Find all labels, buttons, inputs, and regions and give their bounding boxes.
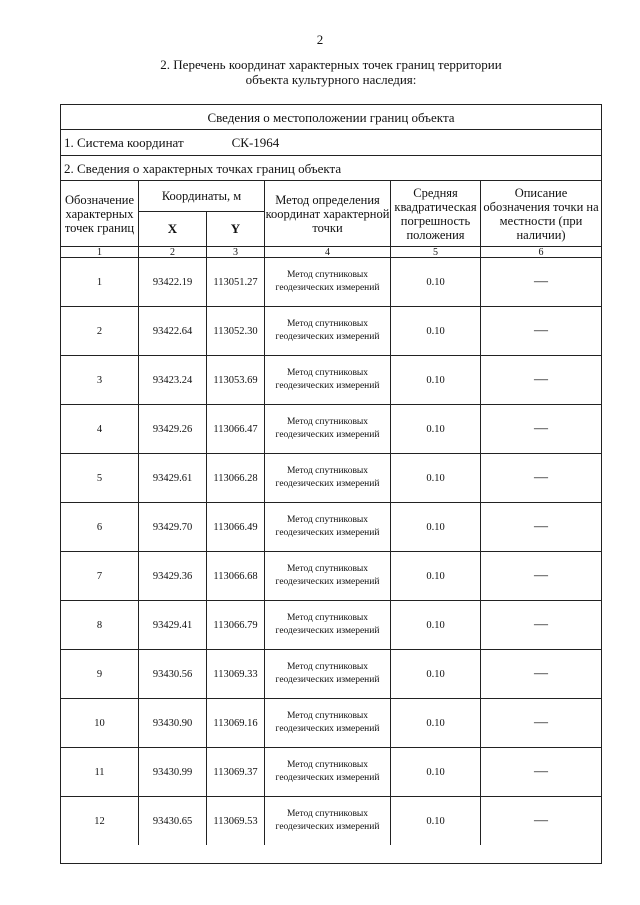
- error-cell: 0.10: [391, 650, 481, 699]
- x-coordinate-cell: 93423.24: [139, 356, 207, 405]
- method-cell: Метод спутниковых геодезических измерений: [265, 454, 391, 503]
- x-coordinate-cell: 93429.70: [139, 503, 207, 552]
- error-cell: 0.10: [391, 601, 481, 650]
- x-coordinate-cell: 93430.56: [139, 650, 207, 699]
- x-coordinate-cell: 93422.64: [139, 307, 207, 356]
- y-coordinate-cell: 113066.28: [207, 454, 265, 503]
- point-number-cell: 7: [61, 552, 139, 601]
- description-cell: —: [481, 650, 601, 699]
- x-coordinate-cell: 93429.61: [139, 454, 207, 503]
- table-title: Сведения о местоположении границ объекта: [61, 105, 601, 130]
- error-cell: 0.10: [391, 748, 481, 797]
- description-cell: —: [534, 813, 548, 828]
- y-coordinate-cell: 113053.69: [207, 356, 265, 405]
- coordinate-system-value: СК-1964: [231, 135, 280, 150]
- y-coordinate-cell: 113066.68: [207, 552, 265, 601]
- x-coordinate-cell: 93429.26: [139, 405, 207, 454]
- y-coordinate-cell: 113066.79: [207, 601, 265, 650]
- error-cell: 0.10: [391, 307, 481, 356]
- error-cell: 0.10: [391, 356, 481, 405]
- method-cell: Метод спутниковых геодезических измерений: [265, 307, 391, 356]
- method-cell: Метод спутниковых геодезических измерений: [265, 601, 391, 650]
- column-number: 6: [481, 247, 601, 258]
- description-cell: —: [481, 356, 601, 405]
- y-coordinate-cell: 113051.27: [207, 258, 265, 307]
- description-cell: —: [481, 307, 601, 356]
- method-cell: Метод спутниковых геодезических измерений: [265, 258, 391, 307]
- x-coordinate-cell: 93430.90: [139, 699, 207, 748]
- header-description: Описание обозначения точки на местности (при наличии): [481, 181, 601, 247]
- y-coordinate-cell: 113052.30: [207, 307, 265, 356]
- error-cell: 0.10: [391, 552, 481, 601]
- y-coordinate-cell: 113069.53: [207, 797, 265, 845]
- header-point-designation: Обозначение характерных точек границ: [61, 181, 139, 247]
- description-cell: —: [481, 503, 601, 552]
- point-number-cell: 10: [61, 699, 139, 748]
- method-cell: Метод спутниковых геодезических измерений: [265, 797, 391, 845]
- error-cell: 0.10: [391, 699, 481, 748]
- method-cell: Метод спутниковых геодезических измерений: [265, 699, 391, 748]
- y-coordinate-cell: 113069.37: [207, 748, 265, 797]
- y-coordinate-cell: 113069.33: [207, 650, 265, 699]
- error-cell: 0.10: [391, 454, 481, 503]
- header-error: Средняя квадратическая погрешность положения: [391, 181, 481, 247]
- method-cell: Метод спутниковых геодезических измерений: [265, 748, 391, 797]
- point-number-cell: 6: [61, 503, 139, 552]
- point-number-cell: 11: [61, 748, 139, 797]
- method-cell: Метод спутниковых геодезических измерений: [265, 405, 391, 454]
- column-number: 5: [391, 247, 481, 258]
- x-coordinate-cell: 93422.19: [139, 258, 207, 307]
- coordinate-system-label: 1. Система координат: [64, 135, 184, 150]
- error-cell: 0.10: [391, 503, 481, 552]
- header-x: X: [139, 212, 207, 247]
- coordinate-system-row: [61, 130, 601, 156]
- description-cell: —: [481, 405, 601, 454]
- x-coordinate-cell: 93429.41: [139, 601, 207, 650]
- method-cell: Метод спутниковых геодезических измерений: [265, 552, 391, 601]
- description-cell: —: [481, 748, 601, 797]
- section-title: 2. Сведения о характерных точках границ объекта: [61, 156, 601, 181]
- method-cell: Метод спутниковых геодезических измерений: [265, 356, 391, 405]
- x-coordinate-cell: 93429.36: [139, 552, 207, 601]
- point-number-cell: 9: [61, 650, 139, 699]
- header-method: Метод определения координат характерной точки: [265, 181, 391, 247]
- heading-line-2: объекта культурного наследия:: [245, 72, 417, 87]
- column-number: 4: [265, 247, 391, 258]
- x-coordinate-cell: 93430.65: [139, 797, 207, 845]
- coordinates-table: [60, 104, 602, 864]
- heading-line-1: 2. Перечень координат характерных точек границ территории: [160, 57, 502, 72]
- error-cell: 0.10: [391, 405, 481, 454]
- header-coordinates: Координаты, м: [139, 181, 265, 212]
- column-number: 3: [207, 247, 265, 258]
- column-number: 1: [61, 247, 139, 258]
- description-cell: —: [481, 601, 601, 650]
- point-number-cell: 2: [61, 307, 139, 356]
- description-cell: —: [481, 699, 601, 748]
- description-cell: —: [481, 258, 601, 307]
- y-coordinate-cell: 113066.49: [207, 503, 265, 552]
- point-number-cell: 3: [61, 356, 139, 405]
- point-number-cell: 12: [61, 797, 139, 845]
- document-heading: [60, 57, 602, 87]
- page-number: 2: [316, 32, 324, 47]
- point-number-cell: 1: [61, 258, 139, 307]
- point-number-cell: 5: [61, 454, 139, 503]
- method-cell: Метод спутниковых геодезических измерений: [265, 503, 391, 552]
- y-coordinate-cell: 113069.16: [207, 699, 265, 748]
- point-number-cell: 4: [61, 405, 139, 454]
- description-cell: —: [481, 454, 601, 503]
- y-coordinate-cell: 113066.47: [207, 405, 265, 454]
- error-cell: 0.10: [391, 797, 481, 845]
- method-cell: Метод спутниковых геодезических измерений: [265, 650, 391, 699]
- description-cell: —: [481, 552, 601, 601]
- column-number: 2: [139, 247, 207, 258]
- x-coordinate-cell: 93430.99: [139, 748, 207, 797]
- error-cell: 0.10: [391, 258, 481, 307]
- header-y: Y: [207, 212, 265, 247]
- point-number-cell: 8: [61, 601, 139, 650]
